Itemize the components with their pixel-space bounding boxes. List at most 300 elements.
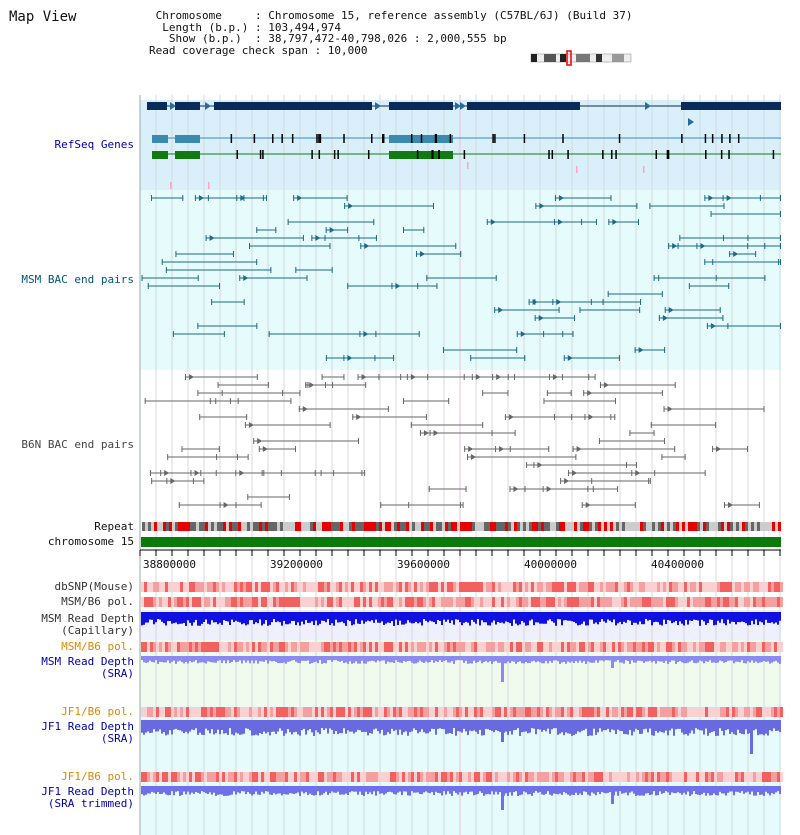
polymorphism-strip [186,597,189,607]
depth-bar-msm-sra [493,656,495,662]
polymorphism-strip [540,707,543,717]
msm-bac-pair [239,275,240,281]
polymorphism-strip [363,582,366,592]
polymorphism-strip [591,707,594,717]
b6n-bac-pair [593,486,594,492]
polymorphism-strip [537,772,540,782]
polymorphism-strip [318,597,321,607]
polymorphism-strip [168,597,171,607]
depth-bar-jf1-trim [551,786,553,796]
polymorphism-strip [663,707,666,717]
polymorphism-strip [531,772,534,782]
depth-bar-jf1-sra [575,720,577,734]
depth-bar-jf1-trim [559,786,561,794]
depth-bar-capillary [461,612,463,625]
polymorphism-strip [210,642,213,652]
polymorphism-strip [210,772,213,782]
track-label-refseq[interactable] [0,139,134,151]
polymorphism-strip [144,582,147,592]
depth-bar-capillary [639,612,641,621]
b6n-bac-pair [507,390,508,396]
depth-bar-jf1-sra [199,720,201,733]
polymorphism-strip [666,582,669,592]
polymorphism-strip [432,772,435,782]
depth-bar-capillary [631,612,633,625]
polymorphism-strip [477,642,480,652]
polymorphism-strip [525,772,528,782]
msm-bac-pair [197,323,198,329]
depth-bar-jf1-trim [645,786,647,794]
polymorphism-strip [588,642,591,652]
polymorphism-strip [450,772,453,782]
depth-bar-jf1-sra [291,720,293,734]
depth-bar-jf1-trim [723,786,725,793]
exon-tick [382,134,384,143]
polymorphism-strip [192,597,195,607]
depth-bar-capillary [163,612,165,623]
repeat-block [643,522,646,531]
depth-bar-jf1-sra [277,720,279,732]
depth-bar-msm-sra [611,656,614,668]
b6n-bac-pair [261,502,262,508]
exon-tick [705,150,707,159]
polymorphism-strip [387,582,390,592]
polymorphism-strip [360,582,363,592]
depth-bar-msm-sra [257,656,259,664]
depth-bar-jf1-sra [305,720,307,735]
repeat-block [325,522,328,531]
polymorphism-strip [681,707,684,717]
depth-bar-capillary [475,612,477,624]
b6n-bac-pair [568,470,569,476]
depth-bar-jf1-trim [641,786,643,795]
polymorphism-strip [369,597,372,607]
depth-bar-msm-sra [289,656,291,661]
b6n-bac-pair [259,446,260,452]
depth-bar-jf1-sra [591,720,593,736]
depth-bar-jf1-trim [327,786,329,795]
b6n-bac-pair [636,462,637,468]
polymorphism-strip [531,597,534,607]
polymorphism-strip [525,707,528,717]
msm-bac-pair [640,299,641,305]
polymorphism-strip [654,642,657,652]
depth-bar-msm-sra [597,656,599,663]
polymorphism-strip [465,772,468,782]
polymorphism-strip [309,772,312,782]
polymorphism-strip [666,642,669,652]
depth-bar-msm-sra [345,656,347,662]
polymorphism-strip [648,597,651,607]
polymorphism-strip [753,772,756,782]
polymorphism-strip [147,642,150,652]
polymorphism-strip [219,597,222,607]
depth-bar-msm-sra [623,656,625,664]
depth-bar-jf1-trim [283,786,285,794]
msm-b6-pol-label: MSM/B6 pol. [61,595,134,608]
polymorphism-strip [186,707,189,717]
depth-bar-msm-sra [367,656,369,662]
exon-tick [272,134,274,143]
polymorphism-strip [603,597,606,607]
depth-bar-jf1-trim [371,786,373,794]
polymorphism-strip [690,597,693,607]
polymorphism-strip [150,772,153,782]
depth-bar-jf1-sra [365,720,367,732]
repeat-block [553,522,556,531]
depth-bar-jf1-sra [729,720,731,734]
b6n-bac-pair [315,470,316,476]
axis-tick-label: 40000000 [524,558,577,571]
depth-bar-jf1-trim [155,786,157,794]
depth-bar-capillary [197,612,199,626]
polymorphism-strip [612,772,615,782]
depth-bar-capillary [611,612,613,622]
polymorphism-strip [225,772,228,782]
polymorphism-strip [162,582,165,592]
polymorphism-strip [351,642,354,652]
polymorphism-strip [297,772,300,782]
polymorphism-strip [258,642,261,652]
track-label-b6n-bac[interactable] [0,439,134,451]
depth-bar-jf1-sra [669,720,671,730]
depth-bar-capillary [521,612,523,621]
b6n-bac-pair [365,382,366,388]
depth-bar-jf1-sra [321,720,323,728]
depth-bar-msm-sra [607,656,609,660]
depth-bar-jf1-trim [709,786,711,796]
b6n-bac-pair [674,446,675,452]
polymorphism-strip [216,642,219,652]
depth-bar-jf1-trim [389,786,391,792]
depth-bar-capillary [493,612,495,620]
polymorphism-strip [171,772,174,782]
depth-bar-msm-sra [659,656,661,662]
depth-bar-msm-sra [655,656,657,664]
b6n-bac-pair [305,382,306,388]
exon-tick [712,134,714,143]
msm-bac-pair [664,347,665,353]
polymorphism-strip [756,597,759,607]
polymorphism-strip [495,597,498,607]
depth-bar-capillary [229,612,231,625]
depth-bar-jf1-trim [711,786,713,795]
polymorphism-strip [207,582,210,592]
depth-bar-capillary [141,612,143,625]
depth-bar-capillary [281,612,283,626]
depth-bar-jf1-sra [491,720,493,731]
repeat-block [532,522,535,531]
polymorphism-strip [663,597,666,607]
polymorphism-strip [708,597,711,607]
depth-bar-msm-sra [449,656,451,663]
polymorphism-strip [582,582,585,592]
polymorphism-strip [630,582,633,592]
polymorphism-strip [339,642,342,652]
depth-bar-msm-sra [267,656,269,664]
depth-bar-jf1-trim [675,786,677,793]
polymorphism-strip [690,707,693,717]
polymorphism-strip [624,597,627,607]
polymorphism-strip [273,597,276,607]
polymorphism-strip [696,707,699,717]
depth-bar-msm-sra [711,656,713,663]
depth-bar-msm-sra [539,656,541,662]
repeat-block [409,522,412,531]
polymorphism-strip [225,582,228,592]
repeat-block [292,522,295,531]
depth-bar-msm-sra [255,656,257,660]
polymorphism-strip [648,772,651,782]
depth-bar-jf1-sra [391,720,393,729]
polymorphism-strip [147,597,150,607]
depth-bar-capillary [699,612,701,626]
depth-bar-jf1-sra [679,720,681,729]
depth-bar-msm-sra [273,656,275,661]
repeat-block [724,522,727,531]
repeat-block [472,522,475,531]
msm-bac-pair [256,227,257,233]
depth-bar-jf1-sra [755,720,757,729]
depth-bar-jf1-trim [271,786,273,795]
depth-bar-jf1-trim [653,786,655,791]
polymorphism-strip [336,707,339,717]
depth-bar-jf1-trim [461,786,463,796]
polymorphism-strip [534,597,537,607]
polymorphism-strip [504,642,507,652]
b6n-bac-pair [629,430,630,436]
depth-bar-msm-sra [571,656,573,661]
polymorphism-strip [312,707,315,717]
depth-bar-jf1-sra [447,720,449,734]
polymorphism-strip [618,597,621,607]
polymorphism-strip [255,642,258,652]
b6n-bac-pair [167,454,168,460]
b6n-bac-pair [408,502,409,508]
depth-bar-jf1-sra [661,720,663,732]
polymorphism-strip [399,582,402,592]
polymorphism-strip [528,772,531,782]
polymorphism-strip [576,642,579,652]
polymorphism-strip [591,642,594,652]
depth-bar-jf1-trim [167,786,169,795]
polymorphism-strip [774,707,777,717]
depth-bar-msm-sra [263,656,265,662]
repeat-block [157,522,160,531]
depth-bar-jf1-sra [167,720,169,734]
depth-bar-msm-sra [371,656,373,661]
polymorphism-strip [252,707,255,717]
depth-bar-msm-sra [499,656,501,663]
depth-bar-jf1-trim [725,786,727,795]
polymorphism-strip [456,597,459,607]
msm-bac-pair [416,251,417,257]
depth-bar-jf1-trim [159,786,161,794]
depth-bar-msm-sra [751,656,753,661]
depth-bar-capillary [619,612,621,622]
depth-bar-capillary [233,612,235,622]
depth-bar-capillary [539,612,541,624]
polymorphism-strip [492,642,495,652]
depth-bar-jf1-trim [489,786,491,794]
polymorphism-strip [354,597,357,607]
depth-bar-jf1-sra [183,720,185,733]
depth-bar-jf1-trim [451,786,453,796]
polymorphism-strip [378,707,381,717]
polymorphism-strip [486,772,489,782]
depth-bar-jf1-sra [677,720,679,729]
view-title: Map View [9,9,77,25]
polymorphism-strip [546,772,549,782]
polymorphism-strip [600,707,603,717]
polymorphism-strip [189,597,192,607]
depth-bar-jf1-trim [493,786,495,795]
depth-bar-capillary [533,612,535,625]
polymorphism-strip [696,597,699,607]
polymorphism-strip [183,642,186,652]
depth-bar-msm-sra [177,656,179,662]
depth-bar-msm-sra [681,656,683,662]
repeat-block [208,522,211,531]
polymorphism-strip [591,582,594,592]
msm-bac-pair [470,355,471,361]
depth-bar-jf1-sra [237,720,239,734]
depth-bar-jf1-sra [243,720,245,734]
polymorphism-strip [288,642,291,652]
depth-bar-jf1-trim [477,786,479,794]
polymorphism-strip [432,642,435,652]
polymorphism-strip [567,642,570,652]
depth-bar-jf1-sra [523,720,525,732]
b6n-bac-pair [268,382,269,388]
depth-bar-jf1-sra [773,720,775,728]
polymorphism-strip [699,707,702,717]
polymorphism-strip [663,642,666,652]
polymorphism-strip [423,582,426,592]
depth-bar-capillary [423,612,425,619]
depth-bar-msm-sra [353,656,355,663]
polymorphism-strip [462,707,465,717]
msm-bac-pair [729,251,730,257]
polymorphism-strip [462,582,465,592]
polymorphism-strip [306,597,309,607]
depth-bar-jf1-trim [281,786,283,795]
polymorphism-strip [552,582,555,592]
depth-bar-capillary [445,612,447,622]
depth-bar-jf1-trim [177,786,179,791]
depth-bar-jf1-sra [383,720,385,735]
depth-bar-jf1-sra [645,720,647,729]
gene-exon [175,102,200,110]
pink-mark [643,166,645,173]
polymorphism-strip [612,707,615,717]
repeat-block [355,522,358,531]
depth-bar-capillary [663,612,665,620]
repeat-block [556,522,559,531]
depth-bar-capillary [437,612,439,620]
depth-bar-jf1-trim [753,786,755,796]
polymorphism-strip [345,707,348,717]
depth-bar-msm-sra [665,656,667,661]
repeat-block [178,522,181,531]
polymorphism-strip [447,707,450,717]
b6n-bac-pair [464,374,465,380]
repeat-block [544,522,547,531]
polymorphism-strip [330,707,333,717]
depth-bar-capillary [459,612,461,622]
depth-bar-jf1-trim [543,786,545,795]
depth-bar-capillary [515,612,517,624]
depth-bar-capillary [361,612,363,620]
depth-bar-jf1-sra [607,720,609,729]
depth-bar-capillary [775,612,777,622]
polymorphism-strip [213,597,216,607]
repeat-block [511,522,514,531]
depth-bar-capillary [187,612,189,620]
repeat-block [379,522,382,531]
depth-bar-msm-sra [331,656,333,662]
depth-bar-jf1-sra [191,720,193,730]
depth-bar-msm-sra [175,656,177,664]
polymorphism-strip [585,597,588,607]
depth-bar-jf1-sra [265,720,267,733]
polymorphism-strip [609,772,612,782]
polymorphism-strip [372,597,375,607]
depth-bar-jf1-trim [737,786,739,792]
depth-bar-msm-sra [583,656,585,661]
track-label-msm-bac[interactable] [0,274,134,286]
depth-bar-jf1-trim [593,786,595,794]
repeat-block [529,522,532,531]
depth-bar-jf1-sra [429,720,431,732]
polymorphism-strip [573,772,576,782]
depth-bar-jf1-sra [595,720,597,735]
polymorphism-strip [405,582,408,592]
repeat-block [250,522,253,531]
polymorphism-strip [552,772,555,782]
depth-bar-jf1-trim [377,786,379,791]
polymorphism-strip [345,597,348,607]
b6n-bac-pair [380,502,381,508]
polymorphism-strip [660,707,663,717]
repeat-block [712,522,715,531]
depth-bar-jf1-sra [203,720,205,735]
polymorphism-strip [279,772,282,782]
depth-bar-jf1-sra [157,720,159,731]
depth-bar-jf1-sra [469,720,471,731]
polymorphism-strip [375,597,378,607]
depth-bar-jf1-sra [609,720,611,732]
polymorphism-strip [165,707,168,717]
b6n-bac-pair [543,486,544,492]
depth-bar-jf1-sra [271,720,273,732]
depth-bar-capillary [665,612,667,624]
polymorphism-strip [549,707,552,717]
repeat-block [682,522,685,531]
depth-bar-msm-sra [727,656,729,661]
polymorphism-strip [714,707,717,717]
depth-bar-jf1-sra [663,720,665,733]
depth-bar-capillary [143,612,145,625]
exon-tick [281,134,283,143]
msm-bac-pair [728,283,729,289]
polymorphism-strip [327,772,330,782]
polymorphism-strip [423,772,426,782]
depth-bar-msm-sra [441,656,443,662]
msm-bac-pair [198,275,199,281]
polymorphism-strip [180,642,183,652]
depth-bar-msm-sra [409,656,411,661]
